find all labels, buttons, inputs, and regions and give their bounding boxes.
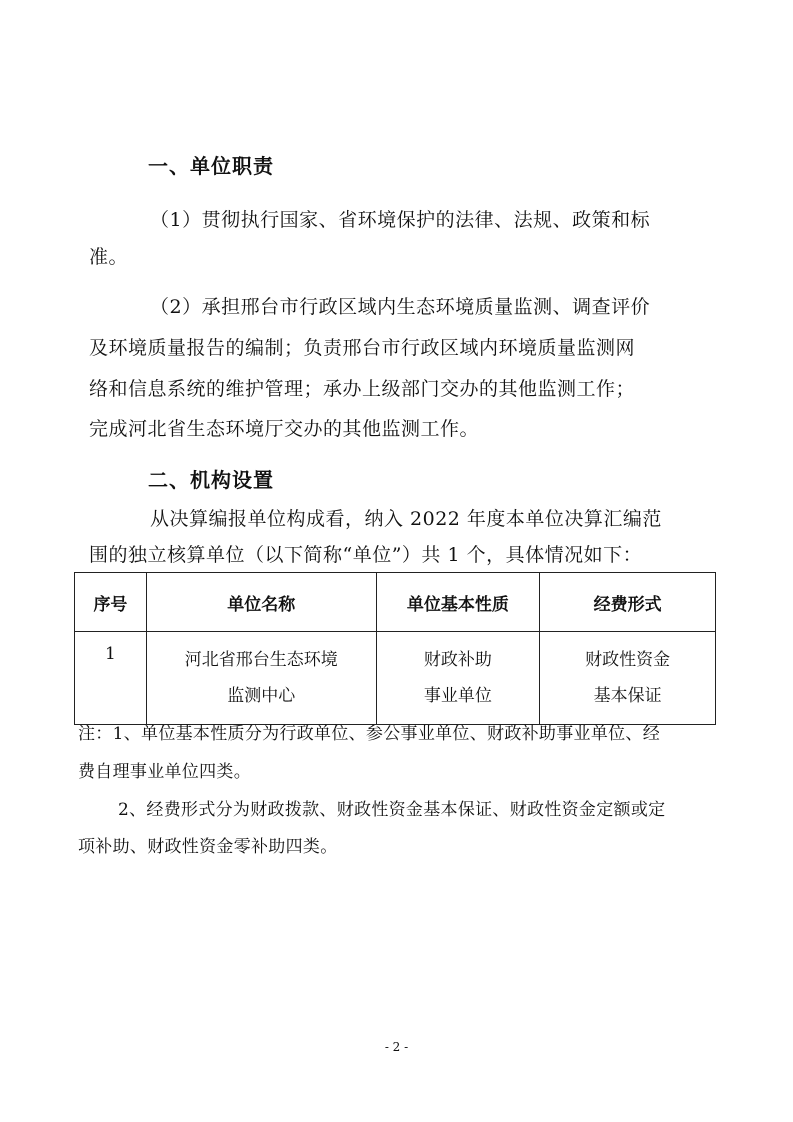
paragraph-line: 从决算编报单位构成看，纳入 2022 年度本单位决算汇编范 <box>150 508 662 530</box>
cell-text-line: 财政性资金 <box>585 650 671 670</box>
table-header-row <box>75 573 716 632</box>
paragraph-line: 准。 <box>89 246 129 268</box>
paragraph-line: （1）贯彻执行国家、省环境保护的法律、法规、政策和标 <box>150 209 651 231</box>
section-heading-organization: 二、机构设置 <box>148 468 274 492</box>
cell-unit-nature <box>376 632 540 725</box>
cell-text-line: 监测中心 <box>227 686 296 706</box>
section-heading-responsibilities: 一、单位职责 <box>148 154 274 178</box>
cell-funding-form <box>540 632 716 725</box>
paragraph-line: （2）承担邢台市行政区域内生态环境质量监测、调查评价 <box>150 296 651 318</box>
column-header-unit-name: 单位名称 <box>146 573 376 632</box>
page-number: - 2 - <box>384 1040 409 1054</box>
column-header-funding-form: 经费形式 <box>540 573 716 632</box>
cell-index-text: 1 <box>105 644 116 664</box>
note-line: 注：1、单位基本性质分为行政单位、参公事业单位、财政补助事业单位、经 <box>78 724 661 744</box>
cell-text-line: 事业单位 <box>423 686 492 706</box>
table-row <box>75 632 716 725</box>
cell-unit-name <box>146 632 376 725</box>
cell-text-line: 河北省邢台生态环境 <box>184 650 338 670</box>
paragraph-line: 完成河北省生态环境厅交办的其他监测工作。 <box>89 418 480 440</box>
note-line: 2、经费形式分为财政拨款、财政性资金基本保证、财政性资金定额或定 <box>118 800 666 820</box>
cell-text-line: 基本保证 <box>593 686 662 706</box>
column-header-unit-nature: 单位基本性质 <box>376 573 540 632</box>
paragraph-line: 围的独立核算单位（以下简称“单位”）共 1 个，具体情况如下： <box>89 544 643 566</box>
paragraph-line: 络和信息系统的维护管理；承办上级部门交办的其他监测工作； <box>89 378 636 400</box>
note-line: 费自理事业单位四类。 <box>78 762 251 782</box>
column-header-index: 序号 <box>75 573 147 632</box>
cell-text-line: 财政补助 <box>423 650 492 670</box>
paragraph-line: 及环境质量报告的编制；负责邢台市行政区域内环境质量监测网 <box>89 337 636 359</box>
units-table <box>74 572 716 725</box>
note-line: 项补助、财政性资金零补助四类。 <box>78 837 338 857</box>
cell-index <box>75 632 147 725</box>
